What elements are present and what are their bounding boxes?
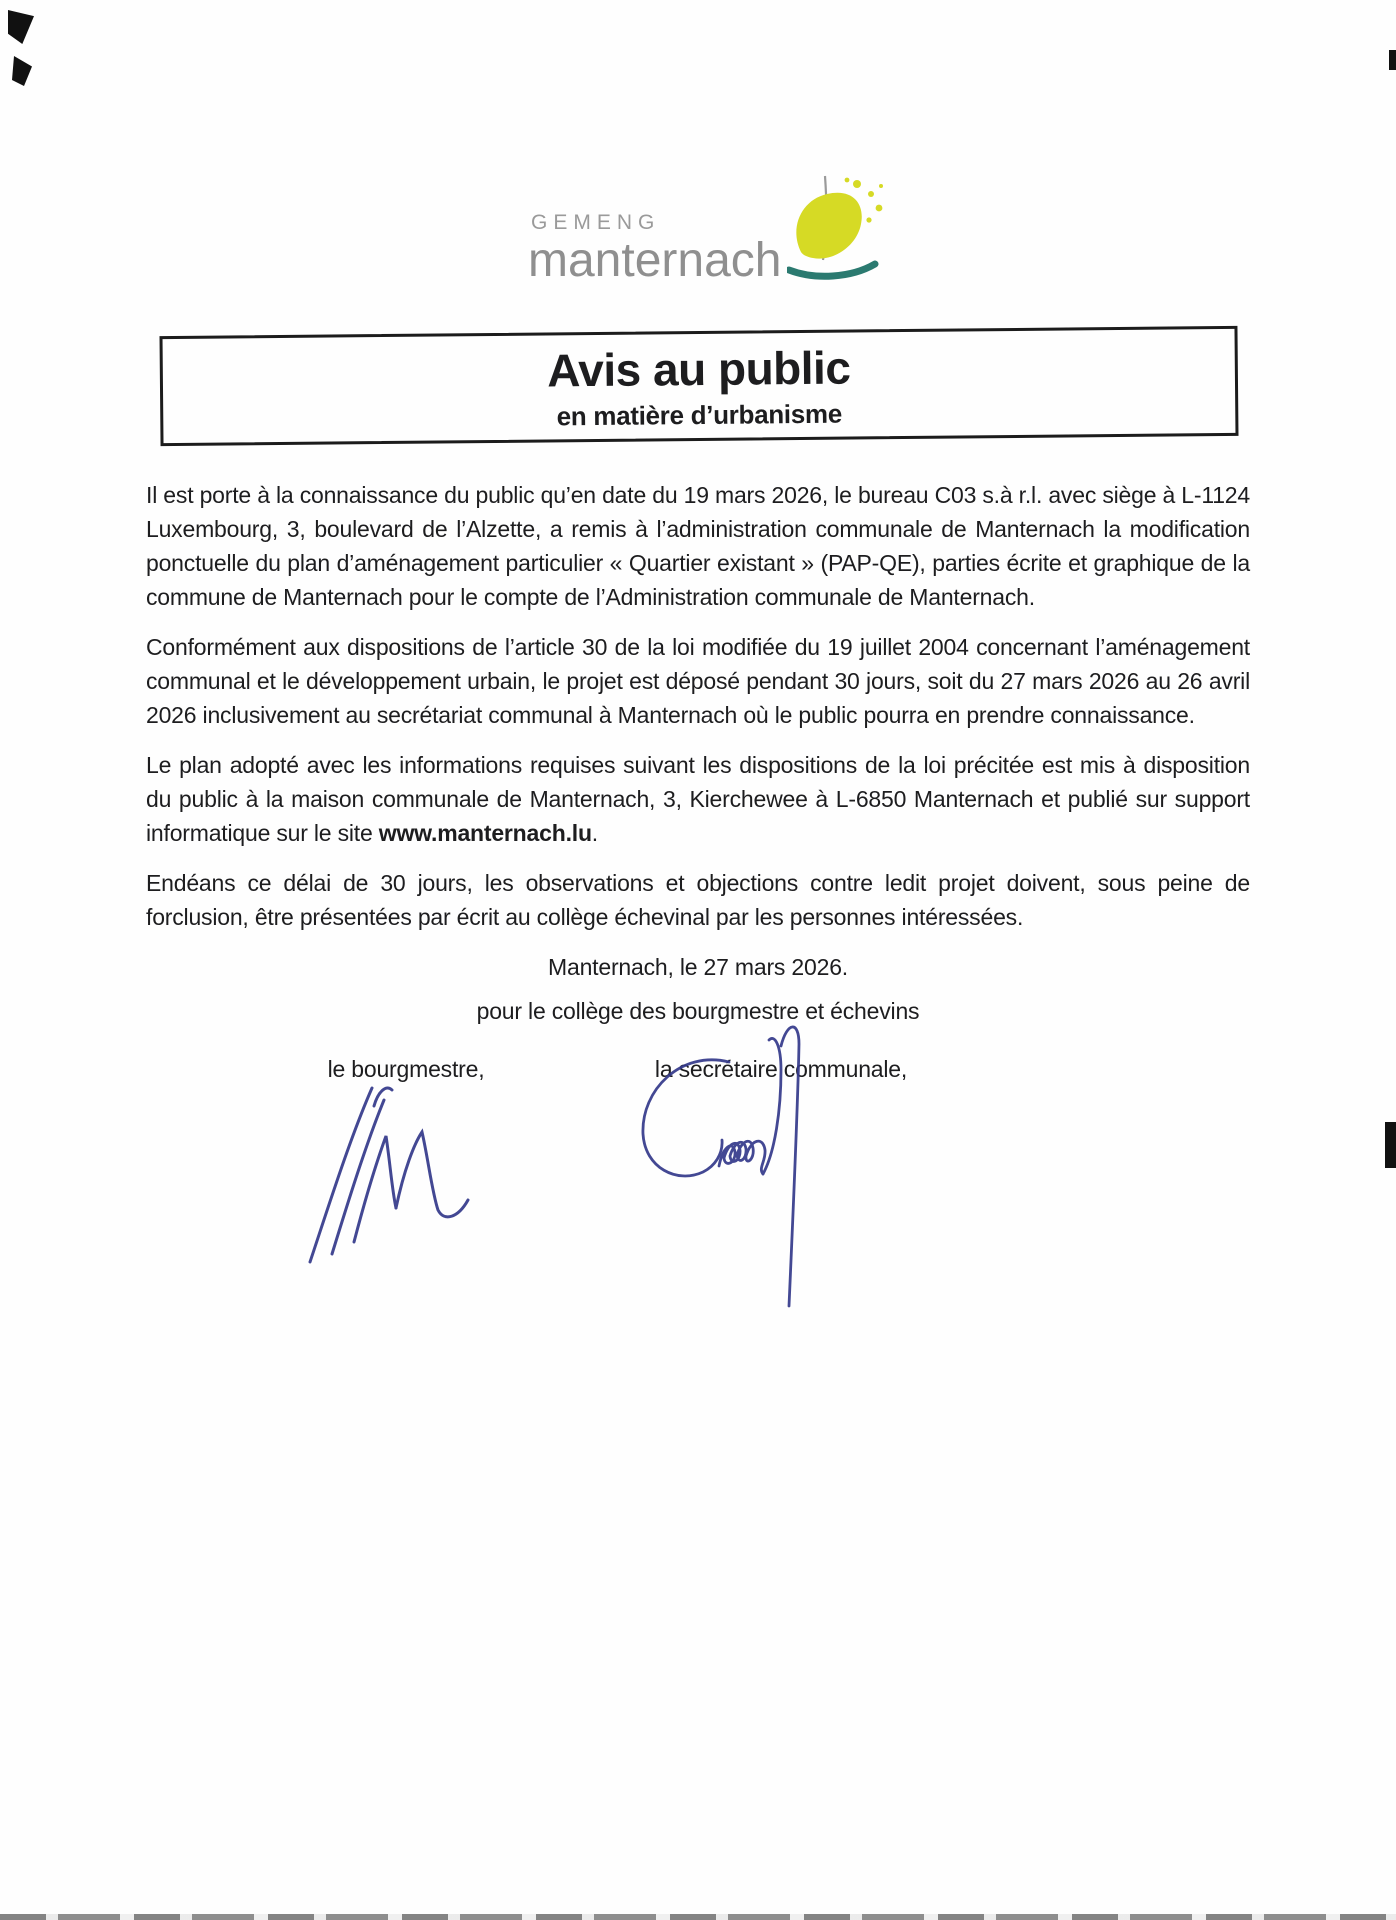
paragraph-3-text: Le plan adopté avec les informations requises suivant les dispositions de la loi précitée est mis à disposition du public à la maison communale de Manternach, 3, Kierchewee à L-6850 Manternach et publié sur support informatique sur le site (146, 752, 1250, 846)
paragraph-2: Conformément aux dispositions de l’article 30 de la loi modifiée du 19 juillet 2004 concernant l’aménagement communal et le développement urbain, le projet est déposé pendant 30 jours, soit du 27 mars 2026 au 26 avril 2026 inclusivement au secrétariat communal à Manternach où le public pourra en prendre connaissance. (146, 634, 1250, 728)
logo-name: manternach (528, 234, 782, 287)
notice-title-box (159, 326, 1238, 446)
scan-mark-right-edge (1385, 1122, 1396, 1168)
dateline: Manternach, le 27 mars 2026. (548, 954, 848, 980)
paragraph-1: Il est porte à la connaissance du public qu’en date du 19 mars 2026, le bureau C03 s.à r.l. avec siège à L-1124 Luxembourg, 3, boulevard de l’Alzette, a remis à l’administration communale de Manternach la modification ponctuelle du plan d’aménagement particulier « Quartier existant » (PAP-QE), parties écrite et graphique de la commune de Manternach pour le compte de l’Administration communale de Manternach. (146, 482, 1250, 610)
commune-logo-text (528, 212, 781, 285)
mayor-label: le bourgmestre, (327, 1056, 485, 1082)
mayor-signature (286, 1066, 486, 1276)
commune-logo (528, 168, 887, 285)
paragraph-3-period: . (591, 820, 598, 846)
college-line: pour le collège des bourgmestre et échevins (476, 998, 920, 1024)
secretary-label: la secrétaire communale, (654, 1056, 908, 1082)
logo-tagline: GEMENG (531, 211, 661, 234)
notice-subtitle: en matière d’urbanisme (556, 398, 843, 431)
paragraph-4: Endéans ce délai de 30 jours, les observations et objections contre ledit projet doivent, sous peine de forclusion, être présentées par écrit au collège échevinal par les personnes intéressées. (146, 870, 1250, 930)
notice-body (146, 478, 1250, 1376)
scan-bottom-band (0, 1914, 1396, 1920)
notice-title: Avis au public (547, 341, 851, 396)
website-url: www.manternach.lu (378, 820, 592, 846)
scan-mark-top-right (1389, 50, 1396, 70)
secretary-signature (601, 1006, 851, 1336)
signature-block (146, 1036, 1250, 1376)
leaf-icon (787, 174, 887, 291)
scan-mark-top-left-2 (12, 56, 32, 86)
paragraph-3 (146, 748, 1250, 850)
scan-mark-top-left-1 (8, 10, 34, 44)
